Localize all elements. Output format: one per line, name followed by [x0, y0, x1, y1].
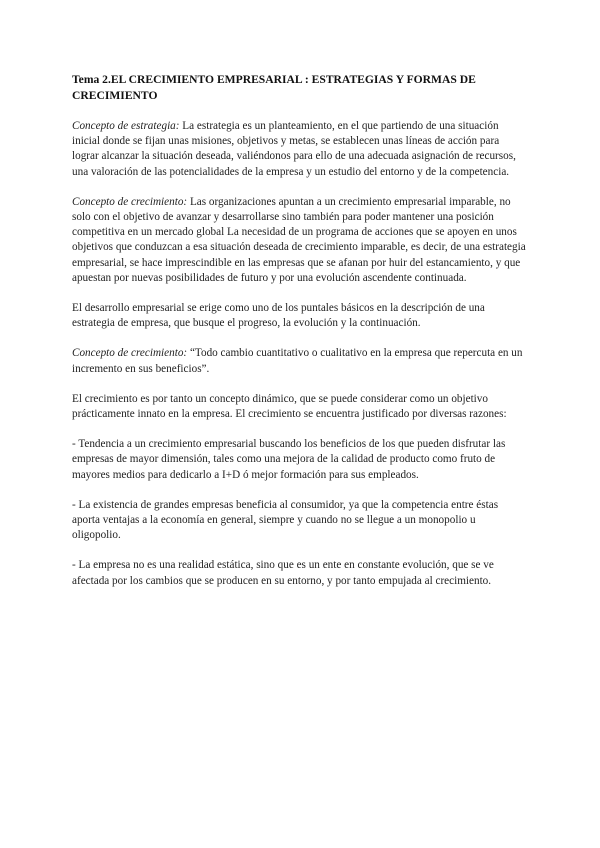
list-item-realidad [72, 558, 526, 588]
term-label: Concepto de estrategia: [72, 120, 180, 132]
paragraph-crecimiento [72, 195, 526, 286]
document-page [72, 72, 526, 604]
paragraph-dinamico [72, 392, 526, 422]
paragraph-estrategia [72, 119, 526, 180]
list-item-tendencia [72, 437, 526, 483]
paragraph-definicion-crecimiento [72, 346, 526, 376]
term-label: Concepto de crecimiento: [72, 195, 188, 208]
paragraph-text: - Tendencia a un crecimiento empresarial buscando los beneficios de los que pueden disfrutar las empresas de mayor dimensión, tales como una mejora de la calidad de producto como fruto de mayores medios para dedicarlo a I+D ó mejor formación para sus empleados. [72, 438, 506, 481]
paragraph-text: “Todo cambio cuantitativo o cualitativo en la empresa que repercuta en un incremento en sus beneficios”. [72, 347, 523, 375]
paragraph-text: Las organizaciones apuntan a un crecimiento empresarial imparable, no solo con el objetivo de avanzar y desarrollarse sino también para poder mantener una posición competitiva en un mercado global La necesidad de un programa de acciones que se apoyen en unos objetivos que conduzcan a esa situación deseada de crecimiento imparable, es decir, de una estrategia empresarial, se hace imprescindible en las empresas que se afanan por huir del estancamiento, y que apuestan por nuevas posibilidades de futuro y por una evolución ascendente continuada. [72, 195, 526, 284]
list-item-grandes-empresas [72, 498, 526, 544]
paragraph-text: La estrategia es un planteamiento, en el que partiendo de una situación inicial donde se fijan unas misiones, objetivos y metas, se establecen unas líneas de acción para lograr alcanzar la situación deseada, valiéndonos para ello de una adecuada asignación de recursos, una valoración de las potencialidades de la empresa y un estudio del entorno y de la competencia. [72, 120, 516, 178]
paragraph-text: El desarrollo empresarial se erige como uno de los puntales básicos en la descripción de una estrategia de empresa, que busque el progreso, la evolución y la continuación. [72, 302, 485, 330]
document-title: Tema 2.EL CRECIMIENTO EMPRESARIAL : ESTRATEGIAS Y FORMAS DE CRECIMIENTO [72, 73, 476, 102]
paragraph-desarrollo [72, 301, 526, 331]
paragraph-text: El crecimiento es por tanto un concepto dinámico, que se puede considerar como un objetivo prácticamente innato en la empresa. El crecimiento se encuentra justificado por diversas razones: [72, 392, 507, 421]
paragraph-text: - La empresa no es una realidad estática, sino que es un ente en constante evolución, que se ve afectada por los cambios que se producen en su entorno, y por tanto empujada al crecimiento. [72, 559, 494, 587]
term-label: Concepto de crecimiento: [72, 347, 188, 360]
paragraph-text: - La existencia de grandes empresas beneficia al consumidor, ya que la competencia entre éstas aporta ventajas a la economía en general, siempre y cuando no se llegue a un monopolio u oligopolio. [72, 498, 499, 542]
